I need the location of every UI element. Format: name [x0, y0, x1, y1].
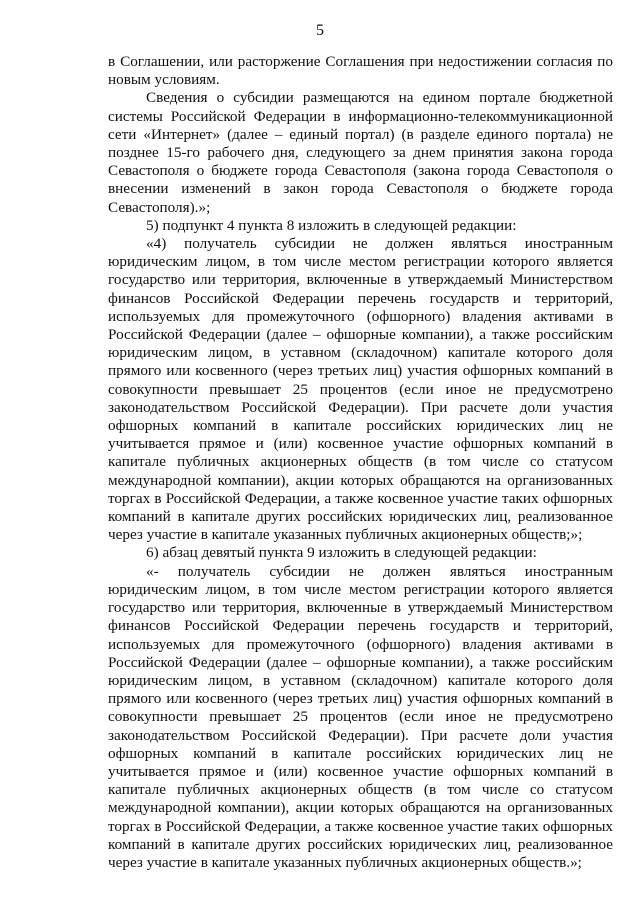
paragraph-subsidy-information: Сведения о субсидии размещаются на едином портале бюджетной системы Российской Федерации в информационно-телекоммуникационной сети «Интернет» (далее – единый портал) (в разделе единого портала) не позднее 15-го рабочего дня, следующего за днем принятия закона города Севастополя о бюджете города Севастополя (закона города Севастополя о внесении изменений в закон города Севастополя о бюджете города Севастополя).»;	[108, 89, 613, 216]
document-body	[108, 53, 613, 872]
paragraph-amendment-5: 5) подпункт 4 пункта 8 изложить в следующей редакции:	[146, 216, 517, 234]
page-number: 5	[316, 22, 324, 39]
paragraph-amendment-6: 6) абзац девятый пункта 9 изложить в следующей редакции:	[146, 544, 537, 562]
paragraph-clause-9: «- получатель субсидии не должен являться иностранным юридическим лицом, в том числе местом регистрации которого является государство или территория, включенные в утверждаемый Министерством финансов Российской Федерации перечень государств и территорий, используемых для промежуточного (офшорного) владения активами в Российской Федерации (далее – офшорные компании), а также российским юридическим лицом, в уставном (складочном) капитале которого доля прямого или косвенного (через третьих лиц) участия офшорных компаний в совокупности превышает 25 процентов (если иное не предусмотрено законодательством Российской Федерации). При расчете доли участия офшорных компаний в капитале российских юридических лиц не учитывается прямое и (или) косвенное участие офшорных компаний в капитале публичных акционерных обществ (в том числе со статусом международной компании), акции которых обращаются на организованных торгах в Российской Федерации, а также косвенное участие таких офшорных компаний в капитале других российских юридических лиц, реализованное через участие в капитале указанных публичных акционерных обществ.»;	[108, 562, 613, 871]
paragraph-agreement-termination: в Соглашении, или расторжение Соглашения при недостижении согласия по новым условиям.	[108, 53, 613, 89]
paragraph-clause-4: «4) получатель субсидии не должен являться иностранным юридическим лицом, в том числе местом регистрации которого является государство или территория, включенные в утверждаемый Министерством финансов Российской Федерации перечень государств и территорий, используемых для промежуточного (офшорного) владения активами в Российской Федерации (далее – офшорные компании), а также российским юридическим лицом, в уставном (складочном) капитале которого доля прямого или косвенного (через третьих лиц) участия офшорных компаний в совокупности превышает 25 процентов (если иное не предусмотрено законодательством Российской Федерации). При расчете доли участия офшорных компаний в капитале российских юридических лиц не учитывается прямое и (или) косвенное участие офшорных компаний в капитале публичных акционерных обществ (в том числе со статусом международной компании), акции которых обращаются на организованных торгах в Российской Федерации, а также косвенное участие таких офшорных компаний в капитале других российских юридических лиц, реализованное через участие в капитале указанных публичных акционерных обществ;»;	[108, 235, 613, 544]
